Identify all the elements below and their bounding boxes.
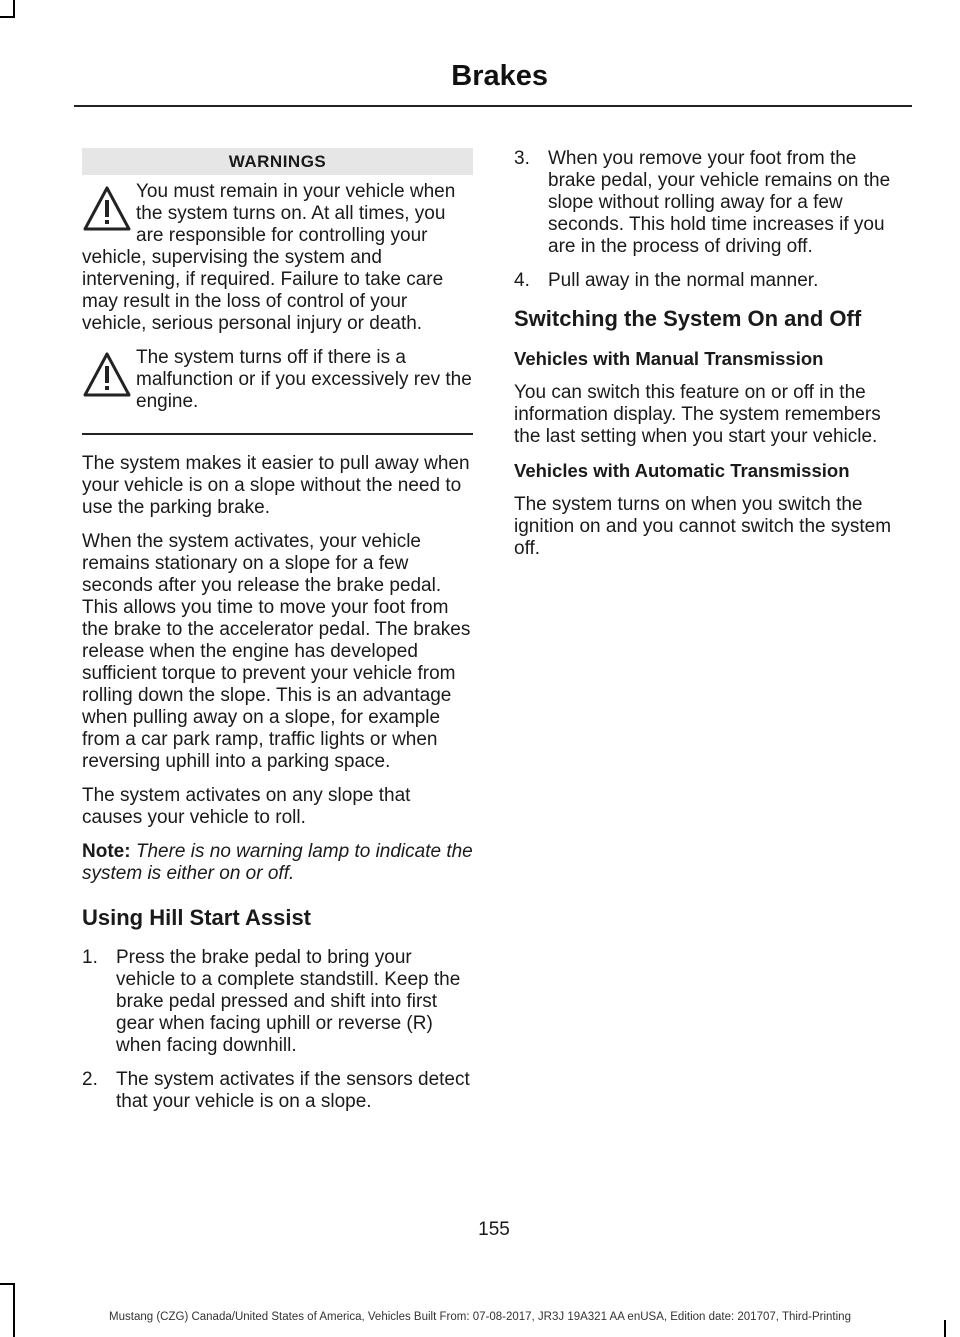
body-paragraph: The system makes it easier to pull away when your vehicle is on a slope without the need to use the parking brake. xyxy=(82,453,470,518)
list-item xyxy=(514,148,905,258)
step-number: 3. xyxy=(514,148,530,169)
section-heading: Switching the System On and Off xyxy=(514,306,862,331)
right-column xyxy=(514,148,905,572)
list-item xyxy=(82,1069,473,1113)
body-paragraph: The system turns on when you switch the ignition on and you cannot switch the system off. xyxy=(514,494,892,559)
list-item xyxy=(514,270,905,292)
body-paragraph: The system activates on any slope that causes your vehicle to roll. xyxy=(82,785,411,828)
warning-triangle-icon xyxy=(82,185,132,233)
body-paragraph: When the system activates, your vehicle remains stationary on a slope for a few seconds after you release the brake pedal. This allows you time to move your foot from the brake to the accelerator pedal. The brakes release when the engine has developed sufficient torque to prevent your vehicle from rolling down the slope. This is an advantage when pulling away on a slope, for example from a car park ramp, traffic lights or when reversing uphill into a parking space. xyxy=(82,531,471,772)
note-text: There is no warning lamp to indicate the system is either on or off. xyxy=(82,841,473,884)
subsection-heading: Vehicles with Automatic Transmission xyxy=(514,460,850,481)
step-text: When you remove your foot from the brake pedal, your vehicle remains on the slope without rolling away for a few seconds. This hold time increases if you are in the process of driving off. xyxy=(548,148,891,257)
note xyxy=(82,841,473,885)
step-number: 4. xyxy=(514,270,530,291)
crop-mark-bottom-left-v xyxy=(13,1283,15,1337)
footer-text: Mustang (CZG) Canada/United States of America, Vehicles Built From: 07-08-2017, JR3J 19A321 AA enUSA, Edition date: 201707, Third-Printing xyxy=(109,1311,851,1323)
warning-item xyxy=(82,347,473,413)
steps-list-continued xyxy=(514,148,905,292)
warning-text: You must remain in your vehicle when the system turns on. At all times, you are responsible for controlling your vehicle, supervising the system and intervening, if required. Failure to take care may result in the loss of control of your vehicle, serious personal injury or death. xyxy=(82,181,456,334)
steps-list xyxy=(82,947,473,1113)
warnings-heading: WARNINGS xyxy=(82,148,473,175)
crop-mark-top-left-h xyxy=(0,16,15,18)
step-text: The system activates if the sensors detect that your vehicle is on a slope. xyxy=(116,1069,470,1112)
left-column xyxy=(82,148,473,1125)
crop-mark-bottom-left-h xyxy=(0,1283,15,1285)
step-number: 1. xyxy=(82,947,98,968)
page-number: 155 xyxy=(478,1219,510,1240)
step-text: Pull away in the normal manner. xyxy=(548,270,819,291)
list-item xyxy=(82,947,473,1057)
warning-item xyxy=(82,181,473,335)
step-number: 2. xyxy=(82,1069,98,1090)
section-heading: Using Hill Start Assist xyxy=(82,905,312,930)
warning-text: The system turns off if there is a malfunction or if you excessively rev the engine. xyxy=(136,347,472,412)
step-text: Press the brake pedal to bring your vehicle to a complete standstill. Keep the brake pedal pressed and shift into first gear when facing uphill or reverse (R) when facing downhill. xyxy=(116,947,461,1056)
warnings-divider xyxy=(82,433,473,435)
warning-triangle-icon xyxy=(82,351,132,399)
body-paragraph: You can switch this feature on or off in the information display. The system remembers the last setting when you start your vehicle. xyxy=(514,382,881,447)
page-title: Brakes xyxy=(451,60,548,92)
subsection-heading: Vehicles with Manual Transmission xyxy=(514,348,824,369)
note-label: Note: xyxy=(82,841,131,862)
header-rule xyxy=(74,105,912,107)
